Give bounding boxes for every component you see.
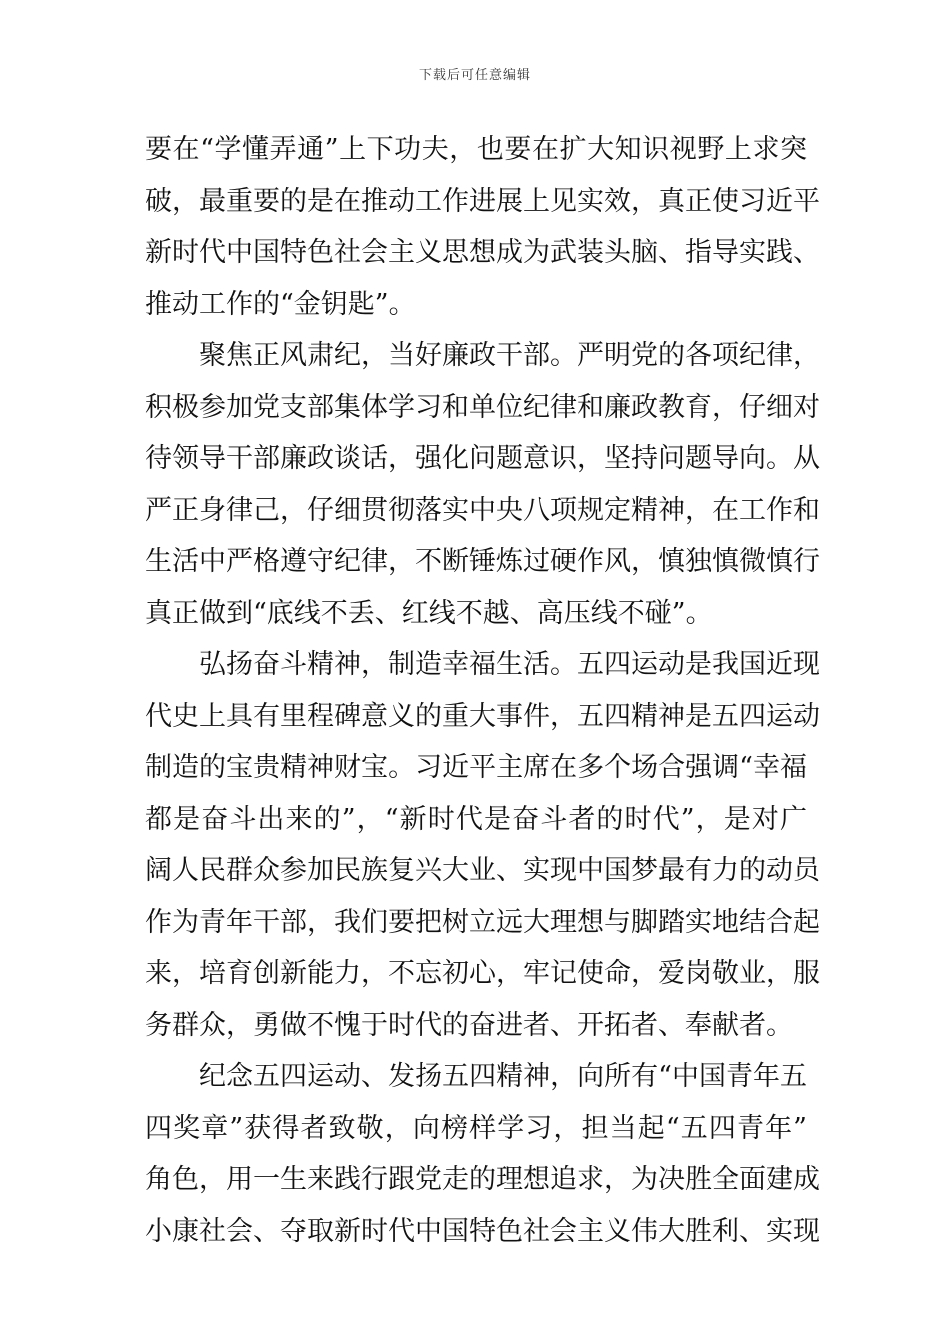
paragraph-3 [145,639,820,1051]
text-line: 四奖章”获得者致敬，向榜样学习，担当起“五四青年” [145,1112,807,1144]
paragraph-1 [145,124,820,330]
text-line: 要在“学懂弄通”上下功夫，也要在扩大知识视野上求突 [145,134,807,165]
text-line: 积极参加党支部集体学习和单位纪律和廉政教育，仔细对 [145,391,820,423]
text-line: 聚焦正风肃纪，当好廉政干部。严明党的各项纪律， [199,340,820,371]
text-line: 纪念五四运动、发扬五四精神，向所有“中国青年五 [199,1061,807,1092]
text-line: 严正身律己，仔细贯彻落实中央八项规定精神，在工作和 [145,494,820,526]
text-line: 来，培育创新能力，不忘初心，牢记使命，爱岗敬业，服 [145,958,820,989]
text-line: 都是奋斗出来的”，“新时代是奋斗者的时代”，是对广 [145,803,807,835]
text-line: 生活中严格遵守纪律，不断锤炼过硬作风，慎独慎微慎行 [145,546,820,577]
paragraph-2 [145,330,820,639]
text-line: 小康社会、夺取新时代中国特色社会主义伟大胜利、实现 [145,1215,820,1247]
document-body [145,124,820,1257]
text-line: 破，最重要的是在推动工作进展上见实效，真正使习近平 [145,185,820,217]
page-header: 下载后可任意编辑 [418,68,531,83]
text-line: 务群众，勇做不愧于时代的奋进者、开拓者、奉献者。 [145,1009,793,1041]
text-line: 新时代中国特色社会主义思想成为武装头脑、指导实践、 [145,237,820,268]
text-line: 真正做到“底线不丢、红线不越、高压线不碰”。 [145,597,713,629]
paragraph-4 [145,1051,820,1257]
text-line: 作为青年干部，我们要把树立远大理想与脚踏实地结合起 [145,906,820,938]
text-line: 代史上具有里程碑意义的重大事件，五四精神是五四运动 [145,700,820,732]
text-line: 推动工作的“金钥匙”。 [145,288,416,320]
text-line: 阔人民群众参加民族复兴大业、实现中国梦最有力的动员 [145,855,820,886]
text-line: 待领导干部廉政谈话，强化问题意识，坚持问题导向。从 [145,443,820,474]
text-line: 角色，用一生来践行跟党走的理想追求，为决胜全面建成 [145,1164,820,1195]
text-line: 制造的宝贵精神财宝。习近平主席在多个场合强调“幸福 [145,752,807,783]
text-line: 弘扬奋斗精神，制造幸福生活。五四运动是我国近现 [199,649,820,680]
